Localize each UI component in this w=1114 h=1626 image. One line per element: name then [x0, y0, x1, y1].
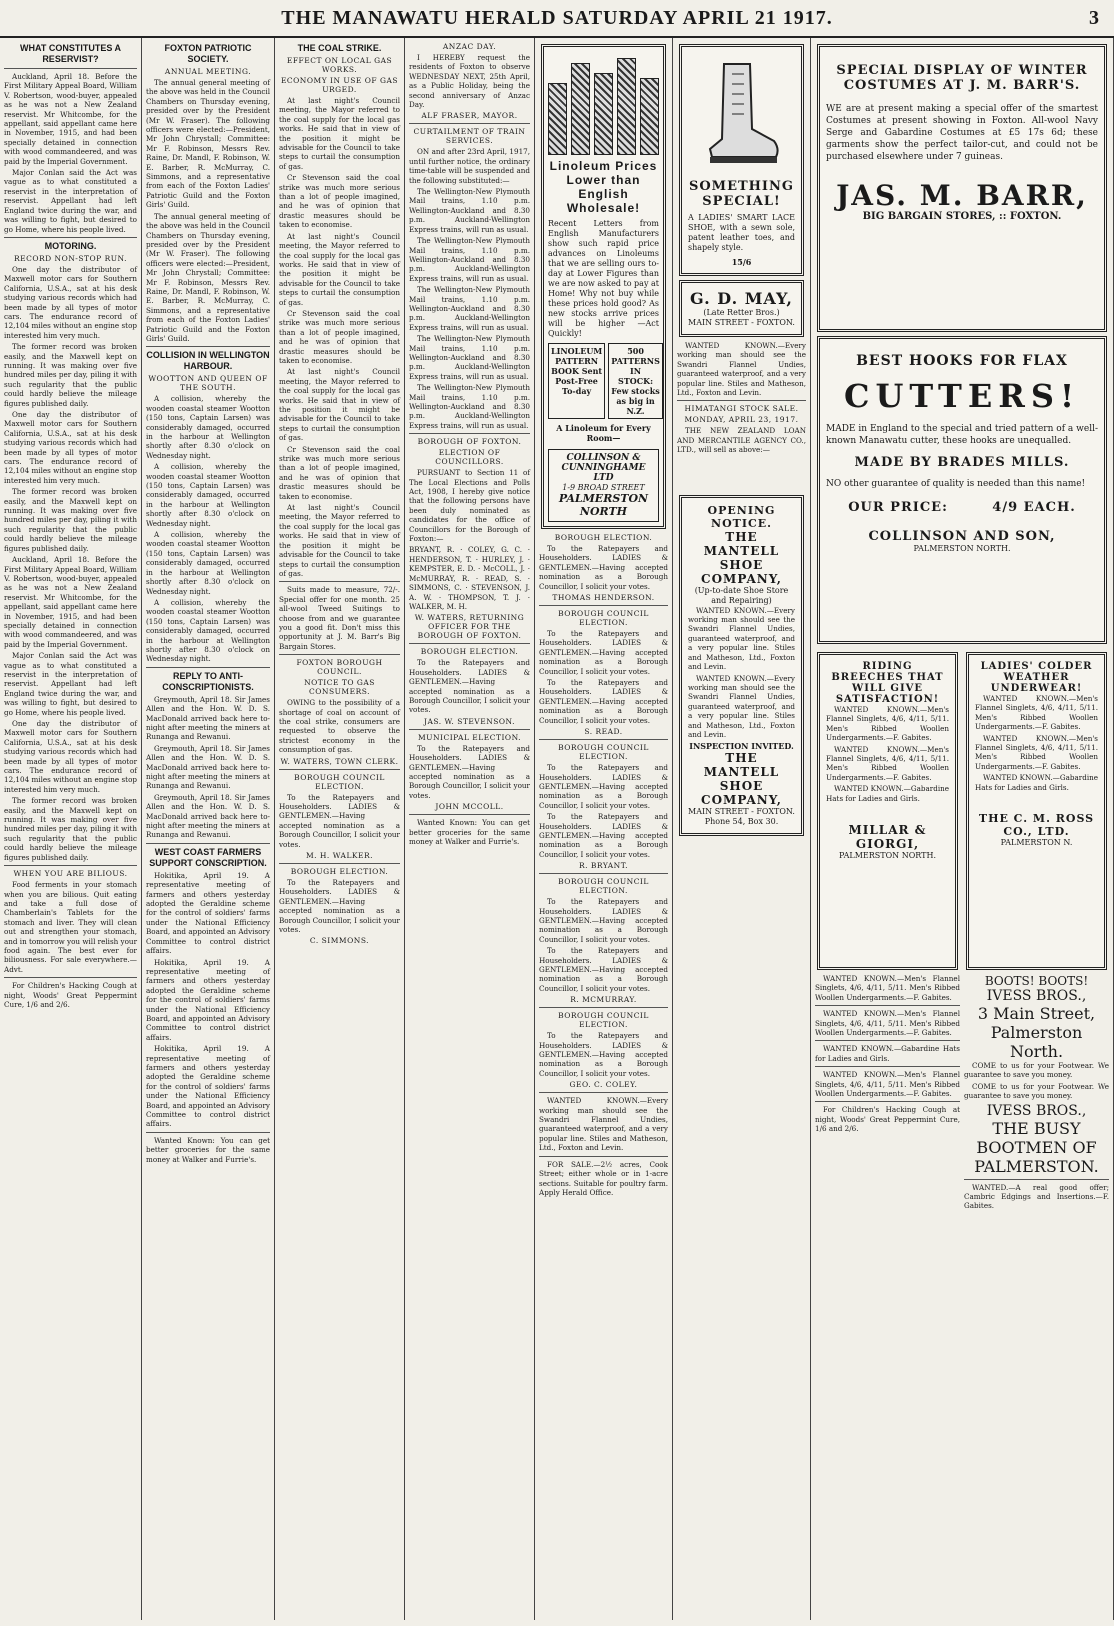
paragraph: To the Ratepayers and Householders. LADIES & GENTLEMEN.—Having accepted nomination as a Borough Councillor, I solicit your votes.	[539, 544, 668, 591]
paragraph: Greymouth, April 18. Sir James Allen and the Hon. W. D. S. MacDonald arrived back here to-night after meeting the miners at Runanga and Rewanui.	[146, 694, 270, 742]
shoe-ad	[679, 44, 804, 276]
paragraph: Auckland, April 18. Before the First Military Appeal Board, William V. Robertson, wood-buyer, appealed as he was not a New Zealand reservist. Mr Whitcombe, for the appellant, said appellant came here in November, 1915, and had been specially detained in connection with wood commandeered, and was paid by the Imperial Government.	[4, 72, 137, 166]
subheadline: HIMATANGI STOCK SALE.	[684, 404, 799, 414]
paragraph: Hokitika, April 19. A representative meeting of farmers and others yesterday adopted the Geraldine scheme for the control of soldiers' farms under the National Efficiency Board, and appointed an Advisory Committee to control district affairs.	[146, 957, 270, 1042]
divider	[815, 1101, 960, 1102]
divider	[146, 346, 270, 347]
pattern-book-box: LINOLEUM PATTERN BOOK Sent Post-Free To-day	[548, 343, 605, 419]
special-text: A LADIES' SMART LACE SHOE, with a sewn sole, patent leather toes, and shapely style.	[688, 213, 795, 252]
paragraph: To the Ratepayers and Householders. LADIES & GENTLEMEN.—Having accepted nomination as a Borough Councillor, I solicit your votes.	[279, 878, 400, 935]
paragraph: Cr Stevenson said the coal strike was much more serious than a lot of people imagined, and he was of opinion that drastic measures should be taken to economise.	[279, 173, 400, 230]
linoleum-roll-icon	[617, 58, 636, 155]
column-4	[405, 38, 535, 1620]
divider	[409, 643, 530, 644]
signature: ALF FRASER, MAYOR.	[421, 111, 518, 121]
paragraph: WANTED KNOWN.—Every working man should see the Swandri Flannel Undies, guaranteed waterproof, and a very popular line. Stiles and Matheson, Ltd., Foxton and Levin.	[688, 605, 795, 672]
mantell-address: MAIN STREET - FOXTON.	[688, 807, 795, 817]
headline: FOXTON PATRIOTIC SOCIETY.	[164, 43, 252, 64]
divider	[539, 1007, 668, 1008]
signature: THOMAS HENDERSON.	[552, 593, 655, 603]
divider	[146, 667, 270, 668]
signature: GEO. C. COLEY.	[569, 1080, 638, 1090]
brades-text: NO other guarantee of quality is needed than this name!	[826, 479, 1086, 489]
subheadline: MONDAY, APRIL 23, 1917.	[684, 415, 799, 425]
signature: C. SIMMONS.	[309, 936, 370, 946]
divider	[409, 814, 530, 815]
paragraph: I HEREBY request the residents of Foxton to observe WEDNESDAY NEXT, 25th April, as a Public Holiday, being the second anniversary of Anzac Day.	[409, 53, 530, 110]
millar-name: MILLAR & GIORGI,	[848, 823, 927, 852]
paragraph: FOR SALE.—2½ acres, Cook Street; either whole or in 1-acre sections. Suitable for poultry farm. Apply Herald Office.	[539, 1159, 668, 1197]
divider	[964, 1179, 1109, 1180]
headline: WHAT CONSTITUTES A RESERVIST?	[20, 43, 121, 64]
subheadline: ECONOMY IN USE OF GAS URGED.	[280, 76, 399, 94]
paragraph: The former record was broken easily, and the Maxwell kept on running. It was making over five hundred miles per day, piling it with such regularity that the public could hardly believe the mileage figures published daily.	[4, 342, 137, 408]
divider	[279, 769, 400, 770]
ivess-address: 3 Main Street, Palmerston North.	[977, 1004, 1096, 1061]
paragraph: WANTED KNOWN.—Gabardine Hats for Ladies and Girls.	[975, 773, 1098, 792]
signature: JAS. W. STEVENSON.	[423, 716, 516, 726]
paragraph: WANTED KNOWN.—Men's Flannel Singlets, 4/6, 4/11, 5/11. Men's Ribbed Woollen Undergarments.—F. Gabites.	[975, 733, 1098, 771]
headline: MOTORING.	[44, 240, 97, 251]
divider	[279, 581, 400, 582]
paragraph: At last night's Council meeting, the Mayor referred to the coal supply for the local gas works. He said that in view of the position it might be advisable for the Council to take steps to curtail the consumption of gas.	[279, 503, 400, 578]
mantell-sub: (Up-to-date Shoe Store and Repairing)	[694, 585, 789, 605]
collinson-name: COLLINSON & CUNNINGHAME LTD	[561, 453, 646, 483]
paragraph: The Wellington-New Plymouth Mail trains, 1.10 p.m. Wellington-Auckland and 8.30 p.m. Auckland-Wellington Express trains, will run as usual.	[409, 236, 530, 283]
masthead	[0, 0, 1114, 38]
signature: R. MCMURRAY.	[570, 995, 637, 1005]
paragraph: WANTED KNOWN.—Men's Flannel Singlets, 4/6, 4/11, 5/11. Men's Ribbed Woollen Undergarments.—F. Gabites.	[975, 694, 1098, 732]
linoleum-text: Recent Letters from English Manufacturers show such rapid price advances on Linoleums that we are selling ours to-day at Lower Figures than we are now asked to pay at Home! Why not buy while these prices hold good? As new stocks arrive prices will be higher —Act Quickly!	[548, 219, 659, 338]
may-sub: (Late Retter Bros.)	[703, 308, 780, 317]
paragraph: The former record was broken easily, and the Maxwell kept on running. It was making over five hundred miles per day, piling it with such regularity that the public could hardly believe the mileage figures published daily.	[4, 487, 137, 553]
paragraph: To the Ratepayers and Householders. LADIES & GENTLEMEN.—Having accepted nomination as a Borough Councillor, I solicit your votes.	[409, 658, 530, 715]
paragraph: One day the distributor of Maxwell motor cars for Southern California, U.S.A., sat at his desk studying various records which had been made by all types of motor cars. The endurance record of 12,104 miles without an engine stop interested him very much.	[4, 719, 137, 794]
paragraph: The Wellington-New Plymouth Mail trains, 1.10 p.m. Wellington-Auckland and 8.30 p.m. Auckland-Wellington Express trains, will run as usual.	[409, 187, 530, 234]
paragraph: WANTED KNOWN.—Men's Flannel Singlets, 4/6, 4/11, 5/11. Men's Ribbed Woollen Undergarments.—F. Gabites.	[826, 744, 949, 782]
linoleum-roll-icon	[640, 78, 659, 155]
divider	[539, 1156, 668, 1157]
brades: MADE BY BRADES MILLS.	[854, 455, 1070, 470]
paragraph: The annual general meeting of the above was held in the Council Chambers on Thursday evening, presided over by the President (Mr W. Fraser). The following officers were elected:—President, Mr John Chrystall; Committee: Mr F. Robinson, Messrs Rev. Raine, Dr. Mandl, F. Robinson, W. E. Barber, R. McMurray, C. Simmons, and a representative from each of the Foxton Ladies' Patriotic Guild and the Foxton Girls' Guild.	[146, 211, 270, 343]
divider	[4, 865, 137, 866]
paragraph: THE NEW ZEALAND LOAN AND MERCANTILE AGENCY CO., LTD., will sell as above:—	[677, 426, 806, 455]
paragraph: At last night's Council meeting, the Mayor referred to the coal supply for the local gas works. He said that in view of the position it might be advisable for the Council to take steps to curtail the consumption of gas.	[279, 96, 400, 171]
paragraph: WANTED KNOWN.—Men's Flannel Singlets, 4/6, 4/11, 5/11. Men's Ribbed Woollen Undergarments.—F. Gabites.	[815, 1070, 960, 1099]
divider	[4, 977, 137, 978]
paragraph: For Children's Hacking Cough at night, Woods' Great Peppermint Cure, 1/6 and 2/6.	[4, 981, 137, 1009]
headline: THE COAL STRIKE.	[297, 43, 382, 53]
signature: W. WATERS, RETURNING OFFICER FOR THE BOROUGH OF FOXTON.	[414, 613, 525, 641]
linoleum-roll-icon	[594, 73, 613, 155]
ivess-sub: THE BUSY BOOTMEN OF PALMERSTON.	[974, 1118, 1099, 1176]
linoleum-tagline: A Linoleum for Every Room—	[556, 423, 651, 443]
special-title: SPECIAL!	[702, 194, 781, 209]
divider	[815, 1040, 960, 1041]
our-price-value: 4/9 EACH.	[992, 500, 1076, 515]
collinson-logo	[548, 449, 659, 522]
divider	[279, 863, 400, 864]
subheadline: BOROUGH COUNCIL ELECTION.	[558, 743, 649, 762]
price: 15/6	[731, 257, 752, 267]
divider	[4, 68, 137, 69]
subheadline: FOXTON BOROUGH COUNCIL.	[296, 658, 383, 677]
paragraph: At last night's Council meeting, the Mayor referred to the coal supply for the local gas works. He said that in view of the position it might be advisable for the Council to take steps to curtail the consumption of gas.	[279, 231, 400, 307]
paragraph: To the Ratepayers and Householders. LADIES & GENTLEMEN.—Having accepted nomination as a Borough Councillor, I solicit your votes.	[539, 763, 668, 810]
flax-text: MADE in England to the special and tried pattern of a well-known Manawatu cutter, these hooks are unequalled.	[826, 424, 1098, 446]
paragraph: WANTED KNOWN.—Gabardine Hats for Ladies and Girls.	[826, 784, 949, 803]
ladies-heading: LADIES' COLDER WEATHER UNDERWEAR!	[980, 661, 1093, 694]
paragraph: To the Ratepayers and Householders. LADIES & GENTLEMEN.—Having accepted nomination as a Borough Councillor, I solicit your votes.	[539, 812, 668, 859]
ross-city: PALMERSTON N.	[1000, 838, 1073, 848]
paragraph: WANTED KNOWN.—Every working man should see the Swandri Flannel Undies, guaranteed waterproof, and a very popular line. Stiles and Matheson, Ltd., Foxton and Levin.	[539, 1096, 668, 1153]
column-5	[535, 38, 673, 1620]
signature: R. BRYANT.	[579, 861, 628, 871]
paragraph: To the Ratepayers and Householders. LADIES & GENTLEMEN.—Having accepted nomination as a Borough Councillor, I solicit your votes.	[539, 946, 668, 993]
column-7	[811, 38, 1114, 1620]
subheadline: MUNICIPAL ELECTION.	[417, 732, 522, 742]
patterns-stock-box: 500 PATTERNS IN STOCK: Few stocks as big in N.Z.	[608, 343, 663, 419]
signature: M. H. WALKER.	[305, 851, 374, 861]
subheadline: ANNUAL MEETING.	[164, 67, 252, 76]
divider	[4, 237, 137, 238]
ladies-underwear-ad	[966, 652, 1107, 970]
linoleum-title: Linoleum Prices Lower than English Wholesale!	[549, 159, 658, 215]
column-3	[275, 38, 405, 1620]
paragraph: At last night's Council meeting, the Mayor referred to the coal supply for the local gas works. He said that in view of the position it might be advisable for the Council to take steps to curtail the consumption of gas.	[279, 367, 400, 443]
paragraph: COME to us for your Footwear. We guarantee to save you money.	[964, 1061, 1109, 1080]
masthead-title: THE MANAWATU HERALD SATURDAY APRIL 21 1917.	[281, 7, 833, 29]
divider	[146, 843, 270, 844]
paragraph: WANTED KNOWN.—Gabardine Hats for Ladies and Girls.	[815, 1044, 960, 1063]
paragraph: A collision, whereby the wooden coastal steamer Wootton (150 tons, Captain Larsen) was considerably damaged, occurred in the harbour at Wellington shortly after 8.30 o'clock on Wednesday night.	[146, 597, 270, 664]
paragraph: Wanted Known: You can get better groceries for the same money at Walker and Furrie's.	[409, 818, 530, 846]
paragraph: Major Conlan said the Act was vague as to what constituted a reservist in the interpretation of reservist. Appellant had left England twice during the war, and was willing to fight, but desired to go Home, where his people lived.	[4, 168, 137, 234]
paragraph: ON and after 23rd April, 1917, until further notice, the ordinary time-table will be suspended and the following substituted:—	[409, 147, 530, 185]
subheadline: BOROUGH OF FOXTON.	[417, 437, 522, 447]
mantell-phone: Phone 54, Box 30.	[704, 817, 779, 827]
paragraph: OWING to the possibility of a shortage of coal on account of the coal strike, consumers are requested to observe the strictest economy in the consumption of gas.	[279, 698, 400, 755]
subheadline: BOROUGH COUNCIL ELECTION.	[558, 1011, 649, 1030]
barr-name: JAS. M. BARR,	[836, 179, 1088, 212]
subheadline: ANZAC DAY.	[442, 42, 497, 51]
paragraph: The Wellington-New Plymouth Mail trains, 1.10 p.m. Wellington-Auckland and 8.30 p.m. Auckland-Wellington Express trains, will run as usual.	[409, 383, 530, 430]
paragraph: The Wellington-New Plymouth Mail trains, 1.10 p.m. Wellington-Auckland and 8.30 p.m. Auckland-Wellington Express trains, will run as usual.	[409, 285, 530, 332]
paragraph: WANTED KNOWN.—Men's Flannel Singlets, 4/6, 4/11, 5/11. Men's Ribbed Woollen Undergarments.—F. Gabites.	[815, 974, 960, 1002]
paragraph: To the Ratepayers and Householders. LADIES & GENTLEMEN.—Having accepted nomination as a Borough Councillor, I solicit your votes.	[279, 792, 400, 849]
subheadline: BOROUGH ELECTION.	[554, 533, 653, 542]
linoleum-roll-icon	[571, 63, 590, 155]
paragraph: WANTED.—A real good offer; Cambric Edgings and Insertions.—F. Gabites.	[964, 1182, 1109, 1211]
paragraph: Auckland, April 18. Before the First Military Appeal Board, William V. Robertson, wood-buyer, appealed as he was not a New Zealand reservist. Mr Whitcombe, for the appellant, said appellant came here in November, 1915, and had been specially detained in connection with wood commandeered, and was paid by the Imperial Government.	[4, 555, 137, 649]
barr-text: WE are at present making a special offer of the smartest Costumes at present showing in Foxton. All-wool Navy Serge and Gabardine Costumes at £5 17s 6d; these garments show the perfect tailor-cut, and could not be purchased elsewhere under 7 guineas.	[826, 104, 1098, 162]
ross-name: THE C. M. ROSS CO., LTD.	[978, 812, 1095, 839]
divider	[146, 1132, 270, 1133]
paragraph: Greymouth, April 18. Sir James Allen and the Hon. W. D. S. MacDonald arrived back here to-night after meeting the miners at Runanga and Rewanui.	[146, 792, 270, 840]
mantell-ad	[679, 495, 804, 837]
may-address: MAIN STREET - FOXTON.	[688, 318, 795, 327]
paragraph: The Wellington-New Plymouth Mail trains, 1.10 p.m. Wellington-Auckland and 8.30 p.m. Auckland-Wellington Express trains, will run as usual.	[409, 334, 530, 381]
headline: WEST COAST FARMERS SUPPORT CONSCRIPTION.	[149, 846, 267, 868]
linoleum-roll-icon	[548, 83, 567, 155]
may-name: G. D. MAY,	[690, 289, 793, 308]
paragraph: One day the distributor of Maxwell motor cars for Southern California, U.S.A., sat at his desk studying various records which had been made by all types of motor cars. The endurance record of 12,104 miles without an engine stop interested him very much.	[4, 410, 137, 485]
paragraph: To the Ratepayers and Householders. LADIES & GENTLEMEN.—Having accepted nomination as a Borough Councillor, I solicit your votes.	[539, 1031, 668, 1078]
paragraph: To the Ratepayers and Householders. LADIES & GENTLEMEN.—Having accepted nomination as a Borough Councillor, I solicit your votes.	[539, 897, 668, 944]
special-title: SOMETHING	[688, 179, 795, 194]
paragraph: The annual general meeting of the above was held in the Council Chambers on Thursday evening, presided over by the President (Mr W. Fraser). The following officers were elected:—President, Mr John Chrystall; Committee: Mr F. Robinson, Messrs Rev. Raine, Dr. Mandl, F. Robinson, W. E. Barber, R. McMurray, C. Simmons, and a representative from each of the Foxton Ladies' Patriotic Guild and the Foxton Girls' Guild.	[146, 78, 270, 210]
divider	[409, 433, 530, 434]
paragraph: For Children's Hacking Cough at night, Woods' Great Peppermint Cure, 1/6 and 2/6.	[815, 1105, 960, 1134]
boots-heading: BOOTS! BOOTS!	[984, 974, 1089, 988]
barr-heading: SPECIAL DISPLAY OF WINTER COSTUMES AT J. M. BARR'S.	[836, 63, 1088, 93]
may-ad	[679, 280, 804, 337]
paragraph: Cr Stevenson said the coal strike was much more serious than a lot of people imagined, and he was of opinion that drastic measures should be taken to economise.	[279, 444, 400, 501]
paragraph: A collision, whereby the wooden coastal steamer Wootton (150 tons, Captain Larsen) was considerably damaged, occurred in the harbour at Wellington shortly after 8.30 o'clock on Wednesday night.	[146, 530, 270, 596]
our-price-label: OUR PRICE:	[848, 500, 948, 515]
paragraph: Suits made to measure, 72/-. Special offer for one month. 25 all-wool Tweed Suitings to choose from and we guarantee you a good fit. Don't miss this opportunity at J. M. Barr's Big Bargain Stores.	[279, 585, 400, 651]
paragraph: A collision, whereby the wooden coastal steamer Wootton (150 tons, Captain Larsen) was considerably damaged, occurred in the harbour at Wellington shortly after 8.30 o'clock on Wednesday night.	[146, 394, 270, 460]
paragraph: To the Ratepayers and Householders. LADIES & GENTLEMEN.—Having accepted nomination as a Borough Councillor, I solicit your votes.	[539, 629, 668, 676]
barr-sub: BIG BARGAIN STORES, :: FOXTON.	[862, 211, 1062, 222]
subheadline: WHEN YOU ARE BILIOUS.	[13, 869, 128, 879]
collinson-son: COLLINSON AND SON,	[868, 529, 1056, 544]
subheadline: EFFECT ON LOCAL GAS WORKS.	[286, 56, 393, 74]
paragraph: WANTED KNOWN.—Every working man should see the Swandri Flannel Undies, guaranteed waterproof, and a very popular line. Stiles and Matheson, Ltd., Foxton and Levin.	[688, 673, 795, 739]
divider	[677, 400, 806, 401]
subheadline: WOOTTON AND QUEEN OF THE SOUTH.	[148, 374, 268, 393]
mantell-name: THE MANTELL SHOE COMPANY,	[701, 751, 782, 808]
page-number: 3	[1089, 7, 1100, 29]
column-2	[142, 38, 275, 1620]
subheadline: BOROUGH COUNCIL ELECTION.	[558, 609, 649, 628]
divider	[539, 739, 668, 740]
linoleum-ad	[541, 44, 666, 529]
flax-hooks-ad	[817, 336, 1107, 644]
collinson-address: 1-9 BROAD STREET	[562, 483, 645, 492]
flax-heading: BEST HOOKS FOR FLAX	[856, 353, 1068, 369]
paragraph: Major Conlan said the Act was vague as to what constituted a reservist in the interpretation of reservist. Appellant had left England twice during the war, and was willing to fight, but desired to go Home, where his people lived.	[4, 651, 137, 717]
divider	[815, 1005, 960, 1006]
riding-heading: RIDING BREECHES THAT WILL GIVE SATISFACTION!	[831, 661, 944, 705]
paragraph: One day the distributor of Maxwell motor cars for Southern California, U.S.A., sat at his desk studying various records which had been made by all types of motor cars. The endurance record of 12,104 miles without an engine stop interested him very much.	[4, 264, 137, 340]
divider	[539, 1092, 668, 1093]
signature: W. WATERS, TOWN CLERK.	[280, 756, 399, 766]
divider	[815, 1066, 960, 1067]
divider	[539, 873, 668, 874]
riding-breeches-ad	[817, 652, 958, 970]
paragraph: A collision, whereby the wooden coastal steamer Wootton (150 tons, Captain Larsen) was considerably damaged, occurred in the harbour at Wellington shortly after 8.30 o'clock on Wednesday night.	[146, 462, 270, 528]
subheadline: ELECTION OF COUNCILLORS.	[435, 448, 504, 467]
divider	[279, 654, 400, 655]
paragraph: WANTED KNOWN.—Men's Flannel Singlets, 4/6, 4/11, 5/11. Men's Ribbed Woollen Undergarments.—F. Gabites.	[826, 705, 949, 743]
paragraph: To the Ratepayers and Householders. LADIES & GENTLEMEN.—Having accepted nomination as a Borough Councillor, I solicit your votes.	[409, 743, 530, 800]
paragraph: Food ferments in your stomach when you are bilious. Quit eating and take a full dose of Chamberlain's Tablets for the stomach and liver. They will clean out and strengthen your stomach, and in tomorrow you will relish your food again. The best ever for biliousness. For sale everywhere.—Advt.	[4, 880, 137, 974]
paragraph: PURSUANT to Section 11 of The Local Elections and Polls Act, 1908, I hereby give notice that the following persons have been duly nominated as candidates for the office of Councillors for the Borough of Foxton:—	[409, 468, 530, 544]
signature: S. READ.	[584, 727, 623, 737]
paragraph: Hokitika, April 19. A representative meeting of farmers and others yesterday adopted the Geraldine scheme for the control of soldiers' farms under the National Efficiency Board, and appointed an Advisory Committee to control district affairs.	[146, 870, 270, 956]
opening-notice: OPENING NOTICE.	[707, 503, 776, 530]
column-6	[673, 38, 811, 1620]
paragraph: To the Ratepayers and Householders. LADIES & GENTLEMEN.—Having accepted nomination as a Borough Councillor, I solicit your votes.	[539, 678, 668, 725]
subheadline: BOROUGH COUNCIL ELECTION.	[558, 877, 649, 896]
divider	[539, 605, 668, 606]
ivess-name: IVESS BROS.,	[986, 1102, 1087, 1119]
column-1	[0, 38, 142, 1620]
paragraph: Hokitika, April 19. A representative meeting of farmers and others yesterday adopted the Geraldine scheme for the control of soldiers' farms under the National Efficiency Board, and appointed an Advisory Committee to control district affairs.	[146, 1044, 270, 1129]
signature: JOHN MCCOLL.	[435, 802, 504, 812]
paragraph: The former record was broken easily, and the Maxwell kept on running. It was making over five hundred miles per day, piling it with such regularity that the public could hardly believe the mileage figures published daily.	[4, 796, 137, 862]
paragraph: Cr Stevenson said the coal strike was much more serious than a lot of people imagined, and he was of opinion that drastic measures should be taken to economise.	[279, 308, 400, 365]
linoleum-rolls-illustration	[548, 55, 659, 155]
barr-ad	[817, 44, 1107, 332]
collinson-city: PALMERSTON NORTH	[558, 492, 649, 518]
subheadline: CURTAILMENT OF TRAIN SERVICES.	[413, 127, 526, 146]
headline: COLLISION IN WELLINGTON HARBOUR.	[146, 350, 270, 372]
paragraph: COME to us for your Footwear. We guarantee to save you money.	[964, 1081, 1109, 1101]
subheadline: BOROUGH ELECTION.	[290, 867, 389, 877]
paragraph: WANTED KNOWN.—Men's Flannel Singlets, 4/6, 4/11, 5/11. Men's Ribbed Woollen Undergarments.—F. Gabites.	[815, 1009, 960, 1038]
subheadline: NOTICE TO GAS CONSUMERS.	[304, 678, 375, 697]
collinson-son-city: PALMERSTON NORTH.	[913, 544, 1011, 553]
flax-heading-big: CUTTERS!	[844, 377, 1080, 415]
subheadline: RECORD NON-STOP RUN.	[13, 253, 127, 263]
paragraph: Wanted Known: You can get better groceries for the same money at Walker and Furrie's.	[146, 1135, 270, 1164]
subheadline: BOROUGH ELECTION.	[420, 647, 519, 657]
mantell-name: THE MANTELL SHOE COMPANY,	[701, 529, 782, 586]
subheadline: BOROUGH COUNCIL ELECTION.	[294, 772, 385, 791]
ivess-name: IVESS BROS.,	[986, 988, 1087, 1004]
paragraph: Greymouth, April 18. Sir James Allen and the Hon. W. D. S. MacDonald arrived back here to-night after meeting the miners at Runanga and Rewanui.	[146, 743, 270, 791]
divider	[409, 123, 530, 124]
millar-city: PALMERSTON NORTH.	[838, 851, 936, 861]
boot-icon	[702, 59, 782, 169]
candidate-list: BRYANT, R. · COLEY, G. C. · HENDERSON, T. · HURLEY, J. · KEMPSTER, E. D. · McCOLL, J. · McMURRAY, R. · READ, S. · SIMMONS, C. · STEVENSON, J. A. W. · THOMPSON, T. J. · WALKER, M. H.	[409, 545, 530, 611]
inspection-invited: INSPECTION INVITED.	[689, 741, 794, 752]
divider	[409, 729, 530, 730]
headline: REPLY TO ANTI-CONSCRIPTIONISTS.	[162, 670, 254, 692]
paragraph: WANTED KNOWN.—Every working man should see the Swandri Flannel Undies, guaranteed waterproof, and a very popular line. Stiles and Matheson, Ltd., Foxton and Levin.	[677, 341, 806, 398]
